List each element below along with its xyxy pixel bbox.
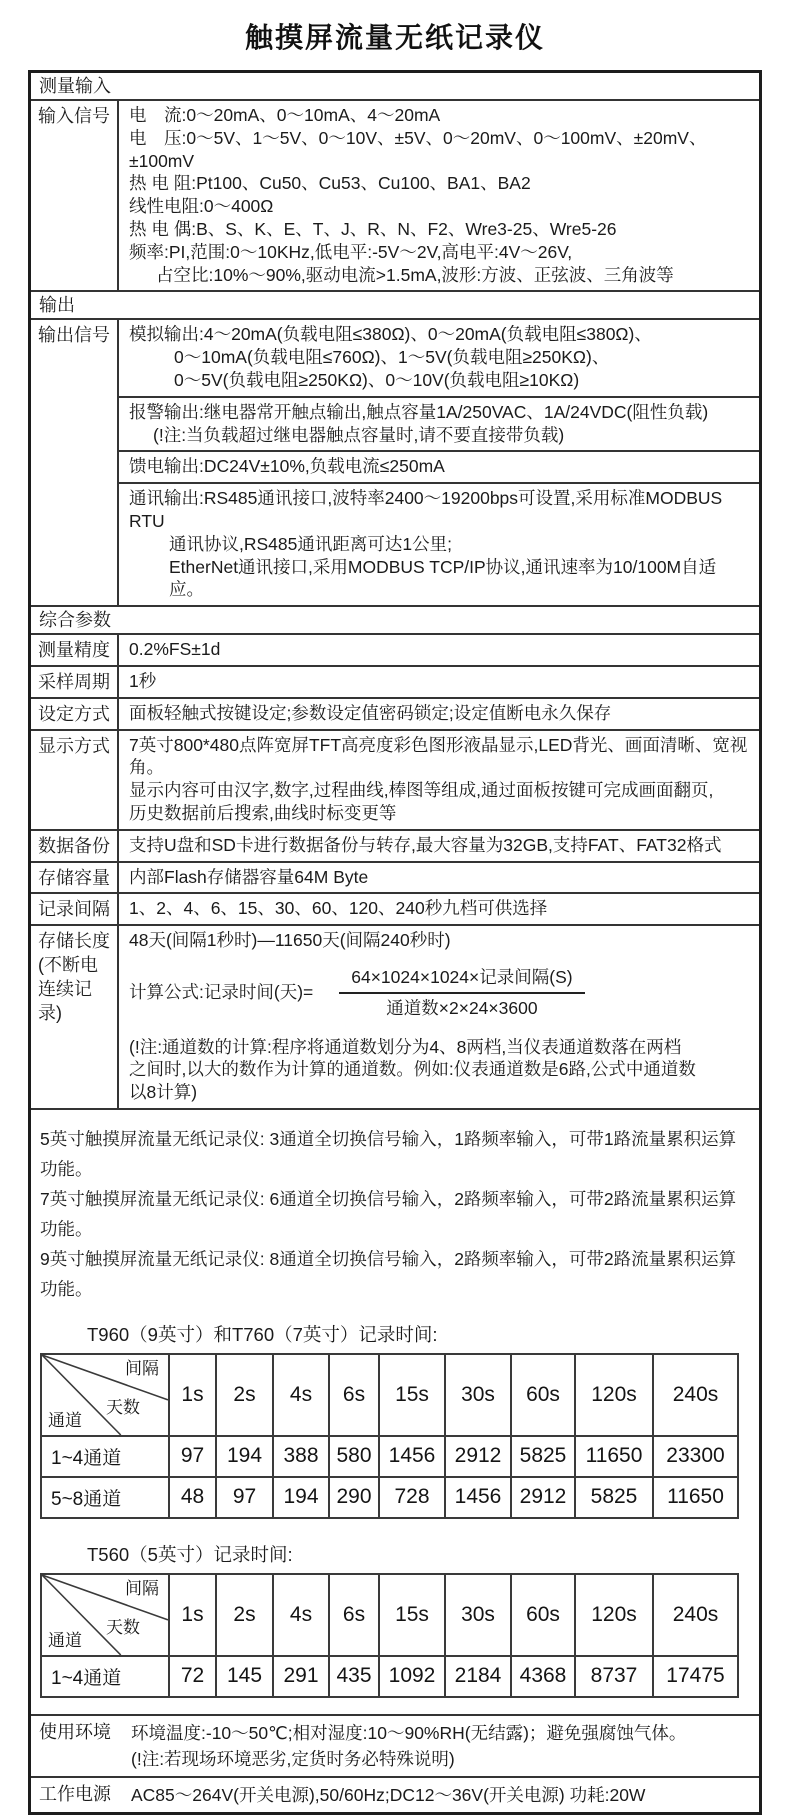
- input-signal-line: 频率:PI,范围:0～10KHz,低电平:-5V～2V,高电平:4V～26V,: [129, 241, 573, 262]
- formula-prefix: 计算公式:记录时间(天)=: [129, 982, 314, 1003]
- power-value: AC85～264V(开关电源),50/60Hz;DC12～36V(开关电源) 功耗:20W: [131, 1784, 646, 1805]
- interval-header-cell: 30s: [445, 1574, 511, 1656]
- storage-note-line: 之间时,以大的数作为计算的通道数。例如:仪表通道数是6路,公式中通道数: [129, 1059, 696, 1080]
- corner-label-channel: 通道: [48, 1630, 82, 1650]
- interval-header-cell: 60s: [511, 1574, 575, 1656]
- feed-output-block: [119, 450, 759, 482]
- storage-label-line: 连续记录): [38, 979, 92, 1024]
- t560-table-heading: T560（5英寸）记录时间:: [87, 1543, 293, 1565]
- interval-header-cell: 6s: [329, 1354, 379, 1436]
- alarm-output-line: 报警输出:继电器常开触点输出,触点容量1A/250VAC、1A/24VDC(阻性负载): [129, 401, 709, 422]
- days-value-cell: 97: [216, 1477, 273, 1518]
- row-power: [31, 1776, 759, 1812]
- environment-line: 环境温度:-10～50℃;相对湿度:10～90%RH(无结露)；避免强腐蚀气体。: [131, 1722, 687, 1743]
- input-signal-line: 占空比:10%～90%,驱动电流>1.5mA,波形:方波、正弦波、三角波等: [156, 264, 674, 285]
- display-content: [119, 731, 759, 829]
- formula-numerator: 64×1024×1024×记录间隔(S): [339, 966, 584, 994]
- row-capacity: [31, 861, 759, 893]
- section-row-measure-input: [31, 73, 759, 99]
- days-value-cell: 2912: [511, 1477, 575, 1518]
- section-row-output: [31, 290, 759, 318]
- interval-header-cell: 240s: [653, 1574, 738, 1656]
- diagonal-header-cell: [41, 1574, 169, 1656]
- row-storage-length: [31, 924, 759, 1108]
- input-signal-content: [119, 101, 759, 290]
- section-header-output: 输出: [39, 295, 75, 316]
- row-input-signal: [31, 99, 759, 290]
- feed-output-line: 馈电输出:DC24V±10%,负载电流≤250mA: [129, 456, 445, 477]
- channel-row-label: 1~4通道: [41, 1436, 169, 1477]
- analog-output-line: 模拟输出:4～20mA(负载电阻≤380Ω)、0～20mA(负载电阻≤380Ω)、: [129, 324, 652, 345]
- models-block: [31, 1110, 759, 1714]
- comm-output-line: 通讯输出:RS485通讯接口,波特率2400～19200bps可设置,采用标准MODBUS RTU: [129, 488, 723, 531]
- row-label-capacity: 存储容量: [31, 863, 119, 893]
- model-line-5inch: 5英寸触摸屏流量无纸记录仪: 3通道全切换信号输入，1路频率输入，可带1路流量累积运算功能。: [40, 1128, 737, 1179]
- row-label-accuracy: 测量精度: [31, 635, 119, 665]
- days-value-cell: 11650: [575, 1436, 653, 1477]
- section-row-general: [31, 605, 759, 633]
- interval-header-cell: 240s: [653, 1354, 738, 1436]
- corner-label-interval: 间隔: [125, 1358, 159, 1378]
- input-signal-line: 热 电 偶:B、S、K、E、T、J、R、N、F2、Wre3-25、Wre5-26: [129, 218, 617, 239]
- spec-table: [28, 70, 762, 1815]
- row-environment: [31, 1714, 759, 1776]
- days-value-cell: 72: [169, 1656, 216, 1697]
- channel-row-label: 5~8通道: [41, 1477, 169, 1518]
- row-interval: [31, 892, 759, 924]
- interval-header-cell: 60s: [511, 1354, 575, 1436]
- t960-t760-record-table: [40, 1353, 739, 1519]
- formula-fraction: [339, 966, 584, 1020]
- section-header-general: 综合参数: [39, 610, 111, 631]
- days-value-cell: 17475: [653, 1656, 738, 1697]
- interval-header-cell: 15s: [379, 1574, 445, 1656]
- row-display: [31, 729, 759, 829]
- interval-header-cell: 2s: [216, 1354, 273, 1436]
- days-value-cell: 48: [169, 1477, 216, 1518]
- storage-formula: [129, 966, 751, 1020]
- interval-value: 1、2、4、6、15、30、60、120、240秒九档可供选择: [129, 898, 548, 919]
- channel-row-label: 1~4通道: [41, 1656, 169, 1697]
- storage-label-line: (不断电: [38, 955, 98, 976]
- days-value-cell: 291: [273, 1656, 329, 1697]
- input-signal-line: 热 电 阻:Pt100、Cu50、Cu53、Cu100、BA1、BA2: [129, 173, 531, 194]
- days-value-cell: 290: [329, 1477, 379, 1518]
- row-label-setting: 设定方式: [31, 699, 119, 729]
- days-value-cell: 580: [329, 1436, 379, 1477]
- section-header-measure-input: 测量输入: [39, 76, 111, 96]
- row-label-storage-length: [31, 926, 119, 1108]
- setting-value: 面板轻触式按键设定;参数设定值密码锁定;设定值断电永久保存: [129, 702, 612, 723]
- interval-header-cell: 15s: [379, 1354, 445, 1436]
- row-accuracy: [31, 633, 759, 665]
- sampling-value: 1秒: [129, 670, 157, 691]
- row-models-and-tables: [31, 1108, 759, 1714]
- table-row: [41, 1477, 738, 1518]
- interval-header-cell: 6s: [329, 1574, 379, 1656]
- row-label-power: 工作电源: [39, 1783, 111, 1804]
- row-label-input-signal: 输入信号: [31, 101, 119, 290]
- storage-note: [129, 1036, 751, 1104]
- days-value-cell: 194: [216, 1436, 273, 1477]
- row-output-signal: [31, 318, 759, 605]
- interval-header-cell: 120s: [575, 1354, 653, 1436]
- days-value-cell: 194: [273, 1477, 329, 1518]
- days-value-cell: 11650: [653, 1477, 738, 1518]
- storage-length-content: [119, 926, 759, 1108]
- days-value-cell: 1456: [379, 1436, 445, 1477]
- row-label-interval: 记录间隔: [31, 894, 119, 924]
- storage-note-line: (!注:通道数的计算:程序将通道数划分为4、8两档,当仪表通道数落在两档: [129, 1036, 682, 1057]
- input-signal-line: 线性电阻:0～400Ω: [129, 196, 274, 217]
- table-row: [41, 1656, 738, 1697]
- days-value-cell: 2184: [445, 1656, 511, 1697]
- days-value-cell: 1092: [379, 1656, 445, 1697]
- alarm-output-line: (!注:当负载超过继电器触点容量时,请不要直接带负载): [153, 424, 565, 445]
- storage-range: 48天(间隔1秒时)—11650天(间隔240秒时): [129, 930, 451, 951]
- interval-header-cell: 1s: [169, 1354, 216, 1436]
- input-signal-line: 电 压:0～5V、1～5V、0～10V、±5V、0～20mV、0～100mV、±20mV、±100mV: [129, 127, 707, 171]
- comm-output-block: [119, 482, 759, 605]
- storage-label-line: 存储长度: [38, 931, 110, 952]
- days-value-cell: 145: [216, 1656, 273, 1697]
- accuracy-value: 0.2%FS±1d: [129, 639, 221, 660]
- model-line-7inch: 7英寸触摸屏流量无纸记录仪: 6通道全切换信号输入，2路频率输入，可带2路流量累积运算功能。: [40, 1188, 737, 1239]
- backup-value: 支持U盘和SD卡进行数据备份与转存,最大容量为32GB,支持FAT、FAT32格式: [129, 834, 722, 855]
- row-backup: [31, 829, 759, 861]
- alarm-output-block: [119, 396, 759, 451]
- corner-label-days: 天数: [106, 1617, 140, 1637]
- interval-header-cell: 120s: [575, 1574, 653, 1656]
- days-value-cell: 728: [379, 1477, 445, 1518]
- corner-label-channel: 通道: [48, 1410, 82, 1430]
- comm-output-line: EtherNet通讯接口,采用MODBUS TCP/IP协议,通讯速率为10/100M自适应。: [169, 556, 717, 600]
- days-value-cell: 97: [169, 1436, 216, 1477]
- days-value-cell: 5825: [575, 1477, 653, 1518]
- interval-header-cell: 4s: [273, 1574, 329, 1656]
- analog-output-line: 0～5V(负载电阻≥250KΩ)、0～10V(负载电阻≥10KΩ): [174, 369, 580, 390]
- days-value-cell: 2912: [445, 1436, 511, 1477]
- row-label-display: 显示方式: [31, 731, 119, 829]
- environment-line: (!注:若现场环境恶劣,定货时务必特殊说明): [131, 1748, 455, 1769]
- diagonal-header-cell: [41, 1354, 169, 1436]
- analog-output-block: [119, 320, 759, 395]
- corner-label-interval: 间隔: [125, 1578, 159, 1598]
- formula-denominator: 通道数×2×24×3600: [386, 997, 538, 1018]
- interval-header-cell: 1s: [169, 1574, 216, 1656]
- display-line: 历史数据前后搜索,曲线时标变更等: [129, 802, 397, 823]
- table-row: [41, 1436, 738, 1477]
- environment-content: [119, 1716, 759, 1776]
- comm-output-line: 通讯协议,RS485通讯距离可达1公里;: [169, 533, 452, 554]
- row-label-output-signal: 输出信号: [31, 320, 119, 605]
- row-label-backup: 数据备份: [31, 831, 119, 861]
- analog-output-line: 0～10mA(负载电阻≤760Ω)、1～5V(负载电阻≥250KΩ)、: [174, 347, 610, 368]
- days-value-cell: 4368: [511, 1656, 575, 1697]
- display-line: 7英寸800*480点阵宽屏TFT高亮度彩色图形液晶显示,LED背光、画面清晰、宽视角。: [129, 734, 748, 778]
- row-label-sampling: 采样周期: [31, 667, 119, 697]
- t960-t760-table-heading: T960（9英寸）和T760（7英寸）记录时间:: [87, 1323, 438, 1345]
- days-value-cell: 388: [273, 1436, 329, 1477]
- corner-label-days: 天数: [106, 1397, 140, 1417]
- display-line: 显示内容可由汉字,数字,过程曲线,棒图等组成,通过面板按键可完成画面翻页,: [129, 780, 714, 801]
- model-line-9inch: 9英寸触摸屏流量无纸记录仪: 8通道全切换信号输入，2路频率输入，可带2路流量累积运算功能。: [40, 1248, 737, 1299]
- row-setting: [31, 697, 759, 729]
- interval-header-cell: 4s: [273, 1354, 329, 1436]
- input-signal-line: 电 流:0～20mA、0～10mA、4～20mA: [129, 105, 441, 125]
- days-value-cell: 435: [329, 1656, 379, 1697]
- storage-note-line: 以8计算): [129, 1082, 198, 1103]
- interval-header-cell: 30s: [445, 1354, 511, 1436]
- capacity-value: 内部Flash存储器容量64M Byte: [129, 866, 369, 887]
- interval-header-cell: 2s: [216, 1574, 273, 1656]
- row-label-environment: 使用环境: [39, 1721, 111, 1742]
- days-value-cell: 8737: [575, 1656, 653, 1697]
- days-value-cell: 23300: [653, 1436, 738, 1477]
- output-signal-content: [119, 320, 759, 605]
- days-value-cell: 5825: [511, 1436, 575, 1477]
- t560-record-table: [40, 1573, 739, 1698]
- page-title: 触摸屏流量无纸记录仪: [244, 22, 545, 53]
- row-sampling: [31, 665, 759, 697]
- days-value-cell: 1456: [445, 1477, 511, 1518]
